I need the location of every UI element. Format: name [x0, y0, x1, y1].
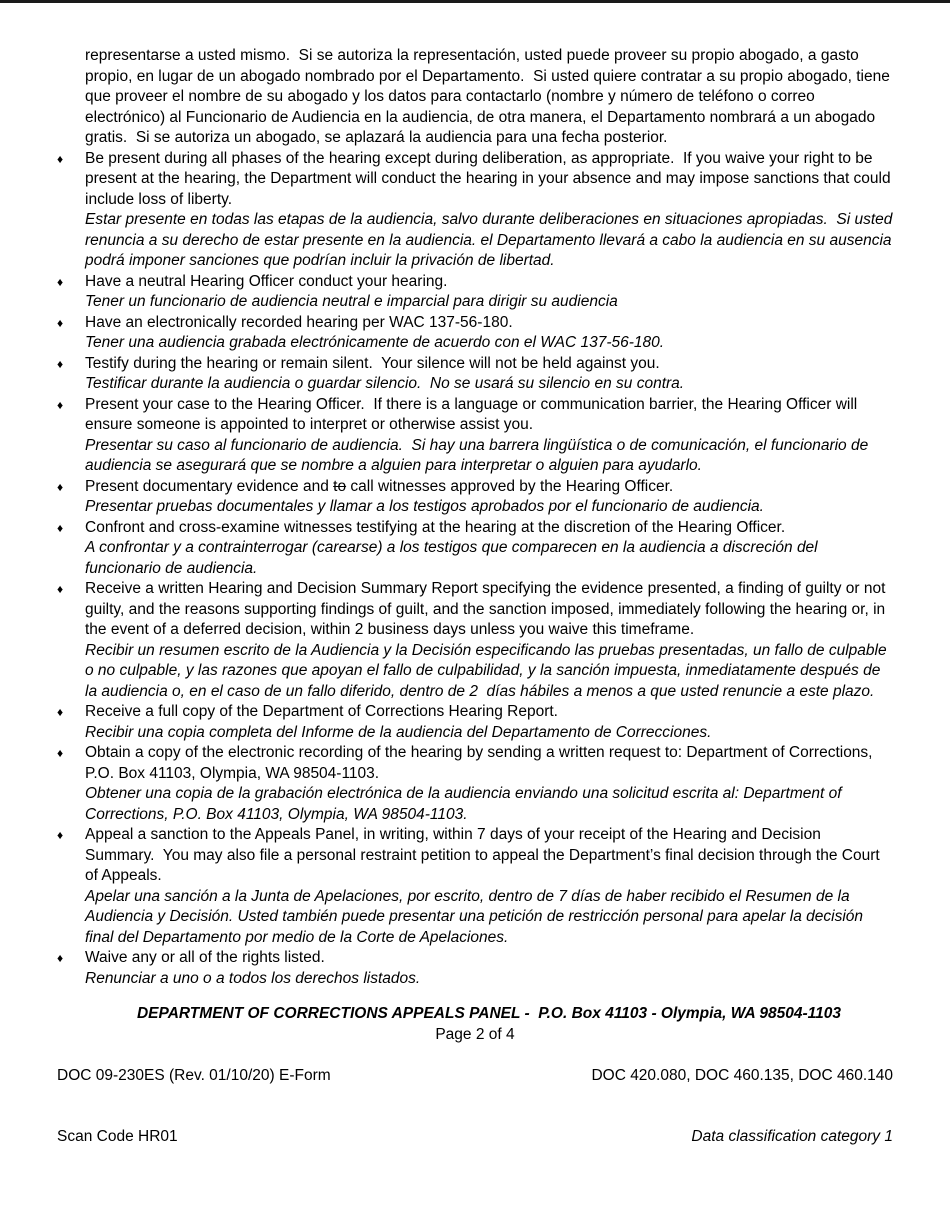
right-text-english: Waive any or all of the rights listed. [85, 949, 325, 966]
diamond-bullet-icon: ♦ [57, 705, 64, 719]
right-text-spanish: A confrontar y a contrainterrogar (carearse) a los testigos que comparecen en la audiencia a discreción del funcionario de audiencia. [85, 539, 822, 577]
diamond-bullet-icon: ♦ [57, 746, 64, 760]
policy-references: DOC 420.080, DOC 460.135, DOC 460.140 [591, 1066, 893, 1084]
diamond-bullet-icon: ♦ [57, 828, 64, 842]
diamond-bullet-icon: ♦ [57, 356, 64, 371]
right-text-spanish: Testificar durante la audiencia o guardar silencio. No se usará su silencio en su contra. [85, 375, 685, 392]
diamond-bullet-icon: ♦ [57, 520, 64, 535]
list-item [57, 272, 893, 313]
page-footer [57, 1025, 893, 1189]
right-text-english: Be present during all phases of the hearing except during deliberation, as appropriate. If you waive your right to be present at the hearing, the Department will conduct the hearing in your absence and may impose sanctions that could include loss of liberty. [85, 149, 895, 208]
page-number: Page 2 of 4 [435, 1025, 515, 1043]
list-item [57, 149, 897, 272]
appeals-panel-address: DEPARTMENT OF CORRECTIONS APPEALS PANEL - P.O. Box 41103 - Olympia, WA 98504-1103 [136, 1005, 841, 1022]
right-text-spanish: Recibir un resumen escrito de la Audiencia y la Decisión especificando las pruebas presentadas, un fallo de culpable o no culpable, y las razones que apoyan el fallo de culpabilidad, y la sanción impuesta, inmediatamente después de la audiencia o, en el caso de un fallo diferido, dentro de 2 días hábiles a menos a que usted renuncie a este plazo. [85, 641, 891, 700]
right-text-english: Receive a full copy of the Department of Corrections Hearing Report. [85, 703, 558, 720]
right-text-spanish: Presentar pruebas documentales y llamar a los testigos aprobados por el funcionario de audiencia. [85, 498, 764, 515]
list-item [57, 354, 893, 395]
right-text-english: Receive a written Hearing and Decision Summary Report specifying the evidence presented, a finding of guilty or not guilty, and the reasons supporting findings of guilt, and the sanction imposed, immediately following the hearing or, in the event of a deferred decision, within 2 business days unless you waive this timeframe. [85, 580, 890, 638]
right-text-spanish: Tener una audiencia grabada electrónicamente de acuerdo con el WAC 137-56-180. [85, 334, 665, 351]
right-text-strikethrough: to [333, 477, 347, 495]
page-top-edge [0, 0, 950, 3]
right-text-spanish: Apelar una sanción a la Junta de Apelaciones, por escrito, dentro de 7 días de haber recibido el Resumen de la Audiencia y Decisión. Usted también puede presentar una petición de restricción personal para apelar la decisión final del Departamento por medio de la Corte de Apelaciones. [85, 887, 868, 946]
rights-list [57, 149, 897, 990]
right-text-english: Have a neutral Hearing Officer conduct your hearing. [85, 272, 448, 290]
form-number: DOC 09-230ES (Rev. 01/10/20) E-Form [57, 1066, 331, 1084]
right-text-spanish: Tener un funcionario de audiencia neutral e imparcial para dirigir su audiencia [85, 293, 618, 310]
list-item [57, 313, 893, 354]
right-text-english [85, 477, 893, 498]
right-text-spanish: Recibir una copia completa del Informe de la audiencia del Departamento de Correcciones. [85, 723, 712, 741]
list-item [57, 477, 893, 518]
list-item [57, 395, 893, 477]
data-classification: Data classification category 1 [691, 1128, 893, 1145]
right-text-english: Have an electronically recorded hearing per WAC 137-56-180. [85, 313, 513, 331]
diamond-bullet-icon: ♦ [57, 479, 64, 494]
list-item [57, 743, 893, 825]
right-text-english: Obtain a copy of the electronic recording of the hearing by sending a written request to: Department of Corrections, P.O. Box 41103, Olympia, WA 98504-1103. [85, 744, 877, 782]
footer-right [515, 1025, 893, 1189]
list-item [57, 518, 893, 580]
right-text-part: Present documentary evidence and [85, 477, 334, 495]
right-text-english: Confront and cross-examine witnesses testifying at the hearing at the discretion of the Hearing Officer. [85, 518, 786, 536]
diamond-bullet-icon: ♦ [57, 397, 64, 412]
footer-left [57, 1025, 435, 1189]
diamond-bullet-icon: ♦ [57, 582, 64, 596]
right-text-part: call witnesses approved by the Hearing Officer. [346, 477, 674, 495]
diamond-bullet-icon: ♦ [57, 151, 64, 166]
diamond-bullet-icon: ♦ [57, 274, 64, 289]
list-item [57, 702, 893, 743]
right-text-spanish: Presentar su caso al funcionario de audiencia. Si hay una barrera lingüística o de comunicación, el funcionario de audiencia se asegurará que se nombre a alguien para interpretar o alguien para ayudarlo. [85, 436, 873, 474]
list-item [57, 579, 893, 702]
intro-paragraph-spanish: representarse a usted mismo. Si se autoriza la representación, usted puede proveer su propio abogado, a gasto propio, en lugar de un abogado nombrado por el Departamento. Si usted quiere contratar a su propio abogado, tiene que proveer el nombre de su abogado y los datos para contactarlo (nombre y número de teléfono o correo electrónico) al Funcionario de Audiencia en la audiencia, de otra manera, el Departamento nombrará a un abogado gratis. Si se autoriza un abogado, se aplazará la audiencia para una fecha posterior. [85, 47, 895, 146]
diamond-bullet-icon: ♦ [57, 951, 64, 965]
list-item [57, 825, 893, 948]
right-text-spanish: Renunciar a uno o a todos los derechos listados. [85, 969, 421, 987]
right-text-english: Testify during the hearing or remain silent. Your silence will not be held against you. [85, 354, 660, 372]
right-text-spanish: Obtener una copia de la grabación electrónica de la audiencia enviando una solicitud escrita al: Department of Corrections, P.O. Box 41103, Olympia, WA 98504-1103. [85, 785, 846, 823]
right-text-english: Appeal a sanction to the Appeals Panel, in writing, within 7 days of your receipt of the Hearing and Decision Summary. You may also file a personal restraint petition to appeal the Department’s final decision through the Court of Appeals. [85, 826, 884, 884]
right-text-english: Present your case to the Hearing Officer. If there is a language or communication barrier, the Hearing Officer will ensure someone is appointed to interpret or otherwise assist you. [85, 395, 862, 433]
list-item [57, 948, 893, 989]
diamond-bullet-icon: ♦ [57, 315, 64, 330]
right-text-spanish: Estar presente en todas las etapas de la audiencia, salvo durante deliberaciones en situaciones apropiadas. Si usted renuncia a su derecho de estar presente en la audiencia. el Departamento llevará a cabo la audiencia en su ausencia podrá imponer sanciones que podrían incluir la privación de libertad. [85, 211, 897, 269]
scan-code: Scan Code HR01 [57, 1128, 178, 1145]
